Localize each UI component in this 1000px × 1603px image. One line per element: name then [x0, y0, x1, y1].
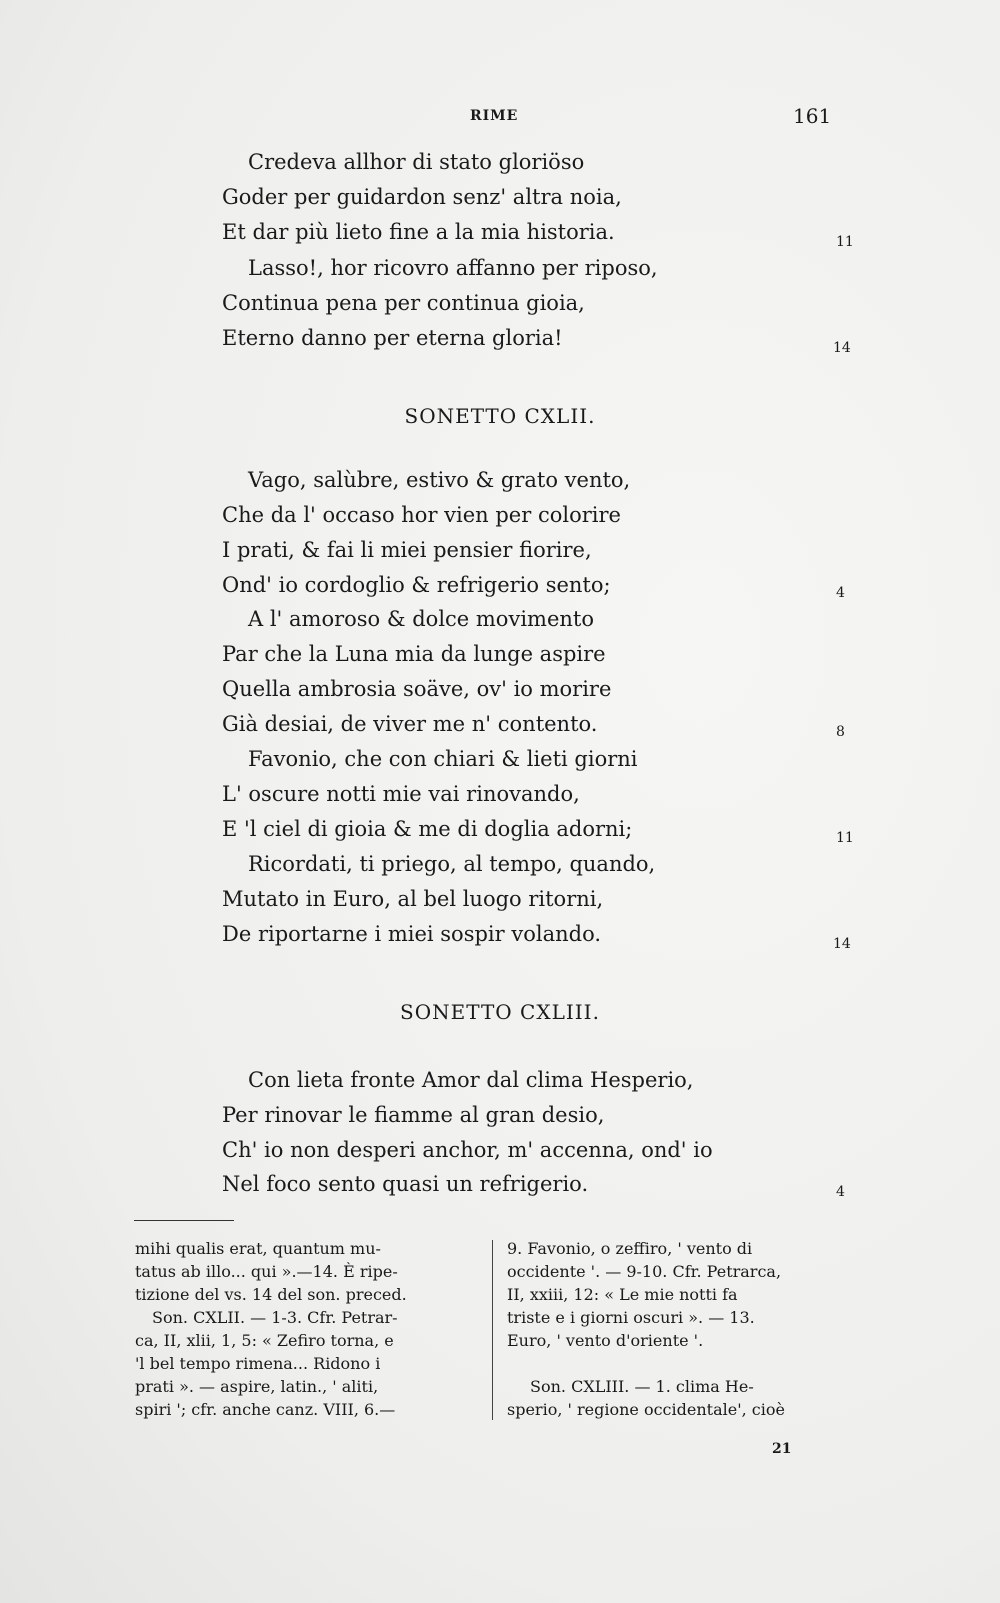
footnote-line: occidente '. — 9-10. Cfr. Petrarca, [507, 1262, 782, 1281]
footnote-line: tizione del vs. 14 del son. preced. [135, 1285, 407, 1304]
footnote-line: triste e i giorni oscuri ». — 13. [507, 1308, 755, 1327]
verse-line: Et dar più lieto fine a la mia historia. [222, 220, 615, 244]
verse-line: Par che la Luna mia da lunge aspire [222, 642, 606, 666]
verse-line: Che da l' occaso hor vien per colorire [222, 503, 621, 527]
footnote-line: prati ». — aspire, latin., ' aliti, [135, 1377, 379, 1396]
running-head: RIME [470, 108, 519, 124]
verse-line: A l' amoroso & dolce movimento [248, 607, 594, 631]
column-divider [492, 1240, 493, 1420]
verse-line: Ond' io cordoglio & refrigerio sento; [222, 573, 611, 597]
line-number: 4 [836, 585, 845, 601]
sonnet-title: SONETTO CXLII. [404, 404, 596, 428]
verse-line: De riportarne i miei sospir volando. [222, 922, 602, 946]
footnote-line: 9. Favonio, o zeffiro, ' vento di [507, 1239, 753, 1258]
footnote-line: Son. CXLIII. — 1. clima He- [530, 1377, 754, 1396]
line-number: 8 [836, 724, 845, 740]
verse-line: E 'l ciel di gioia & me di doglia adorni; [222, 817, 633, 841]
verse-line: Già desiai, de viver me n' contento. [222, 712, 598, 736]
page-header [0, 100, 1000, 130]
footnote-line: spiri '; cfr. anche canz. VIII, 6.— [135, 1400, 396, 1419]
verse-line: Con lieta fronte Amor dal clima Hesperio, [248, 1068, 694, 1092]
footnote-line: Euro, ' vento d'oriente '. [507, 1331, 704, 1350]
verse-line: Credeva allhor di stato gloriöso [248, 150, 585, 174]
footnote-line: 'l bel tempo rimena... Ridono i [135, 1354, 381, 1373]
verse-line: Lasso!, hor ricovro affanno per riposo, [248, 256, 658, 280]
verse-line: Eterno danno per eterna gloria! [222, 326, 563, 350]
verse-line: I prati, & fai li miei pensier fiorire, [222, 538, 592, 562]
line-number: 11 [836, 234, 854, 250]
verse-line: Ricordati, ti priego, al tempo, quando, [248, 852, 656, 876]
verse-line: Goder per guidardon senz' altra noia, [222, 185, 622, 209]
verse-line: Favonio, che con chiari & lieti giorni [248, 747, 638, 771]
footnote-line: sperio, ' regione occidentale', cioè [507, 1400, 785, 1419]
line-number: 14 [833, 936, 851, 952]
footnote-line: II, xxiii, 12: « Le mie notti fa [507, 1285, 738, 1304]
footnote-line: mihi qualis erat, quantum mu- [135, 1239, 381, 1258]
footnote-rule [134, 1220, 234, 1221]
footnote-line: tatus ab illo... qui ».—14. È ripe- [135, 1262, 398, 1281]
line-number: 4 [836, 1184, 845, 1200]
verse-line: Mutato in Euro, al bel luogo ritorni, [222, 887, 604, 911]
line-number: 14 [833, 340, 851, 356]
sonnet-title: SONETTO CXLIII. [400, 1000, 600, 1024]
verse-line: L' oscure notti mie vai rinovando, [222, 782, 580, 806]
verse-line: Nel foco sento quasi un refrigerio. [222, 1172, 589, 1196]
footnote-line: ca, II, xlii, 1, 5: « Zefiro torna, e [135, 1331, 394, 1350]
page-number: 161 [793, 104, 832, 128]
verse-line: Per rinovar le fiamme al gran desio, [222, 1103, 605, 1127]
signature-mark: 21 [772, 1441, 792, 1457]
verse-line: Vago, salùbre, estivo & grato vento, [248, 468, 631, 492]
verse-line: Quella ambrosia soäve, ov' io morire [222, 677, 612, 701]
verse-line: Ch' io non desperi anchor, m' accenna, ond' io [222, 1138, 713, 1162]
footnote-line: Son. CXLII. — 1-3. Cfr. Petrar- [152, 1308, 398, 1327]
verse-line: Continua pena per continua gioia, [222, 291, 585, 315]
line-number: 11 [836, 830, 854, 846]
